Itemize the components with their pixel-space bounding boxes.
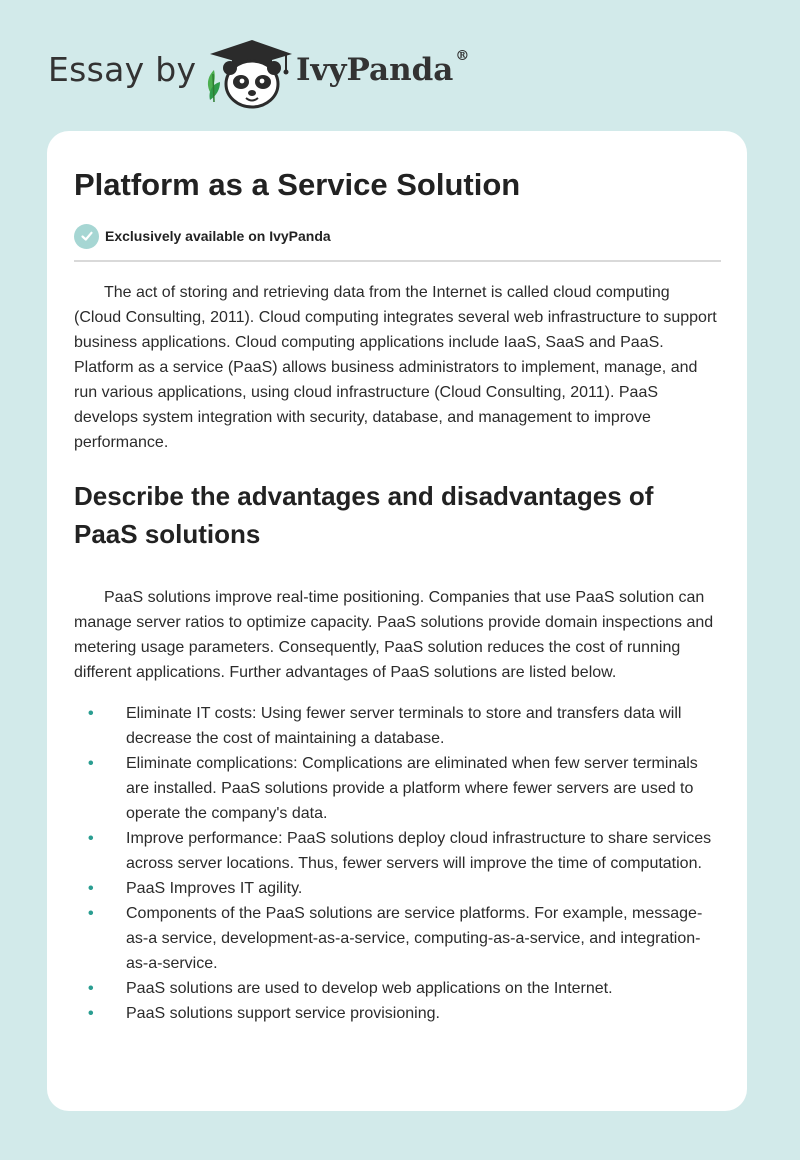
section-heading: Describe the advantages and disadvantages of PaaS solutions — [74, 481, 654, 549]
section-paragraph: PaaS solutions improve real-time positioning. Companies that use PaaS solution can manage server ratios to optimize capacity. PaaS solutions provide domain inspections and metering usage parameters. Consequently, PaaS solution reduces the cost of running different applications. Further advantages of PaaS solutions are listed below. — [74, 589, 714, 681]
bullet-icon: • — [88, 905, 94, 922]
panda-graduate-icon — [200, 36, 292, 110]
list-item — [74, 976, 721, 1001]
divider — [74, 260, 721, 262]
advantages-list — [74, 701, 721, 1026]
check-circle-icon — [74, 224, 99, 249]
list-item-text: PaaS solutions support service provisioning. — [126, 1005, 440, 1022]
brand-text: IvyPanda — [296, 52, 454, 88]
list-item-text: Components of the PaaS solutions are service platforms. For example, message-as-a service, development-as-a-service, computing-as-a-service, and integration-as-a-service. — [126, 905, 703, 972]
list-item — [74, 1001, 721, 1026]
page-title: Platform as a Service Solution — [74, 167, 521, 202]
essay-by-label: Essay by — [48, 50, 197, 89]
list-item — [74, 826, 721, 876]
exclusive-badge — [74, 223, 721, 249]
list-item-text: PaaS Improves IT agility. — [126, 880, 303, 897]
list-item — [74, 901, 721, 976]
bullet-icon: • — [88, 705, 94, 722]
brand-name[interactable] — [296, 48, 470, 88]
bullet-icon: • — [88, 980, 94, 997]
list-item-text: Eliminate complications: Complications are eliminated when few server terminals are installed. PaaS solutions provide a platform where fewer servers are used to operate the company's data. — [126, 755, 698, 822]
list-item — [74, 701, 721, 751]
list-item — [74, 751, 721, 826]
article-card — [47, 131, 747, 1111]
bullet-icon: • — [88, 880, 94, 897]
bullet-icon: • — [88, 830, 94, 847]
registered-mark: ® — [455, 48, 470, 64]
bullet-icon: • — [88, 755, 94, 772]
site-header — [0, 0, 800, 130]
list-item — [74, 876, 721, 901]
bullet-icon: • — [88, 1005, 94, 1022]
list-item-text: Eliminate IT costs: Using fewer server terminals to store and transfers data will decrease the cost of maintaining a database. — [126, 705, 682, 747]
exclusive-badge-label: Exclusively available on IvyPanda — [105, 228, 331, 244]
list-item-text: PaaS solutions are used to develop web applications on the Internet. — [126, 980, 613, 997]
intro-paragraph: The act of storing and retrieving data from the Internet is called cloud computing (Cloud Consulting, 2011). Cloud computing integrates several web infrastructure to support business applications. Cloud computing applications include IaaS, SaaS and PaaS. Platform as a service (PaaS) allows business administrators to implement, manage, and run various applications, using cloud infrastructure (Cloud Consulting, 2011). PaaS develops system integration with security, database, and management to improve performance. — [74, 284, 717, 451]
ivypanda-logo[interactable] — [200, 36, 292, 110]
list-item-text: Improve performance: PaaS solutions deploy cloud infrastructure to share services across server locations. Thus, fewer servers will improve the time of computation. — [126, 830, 712, 872]
